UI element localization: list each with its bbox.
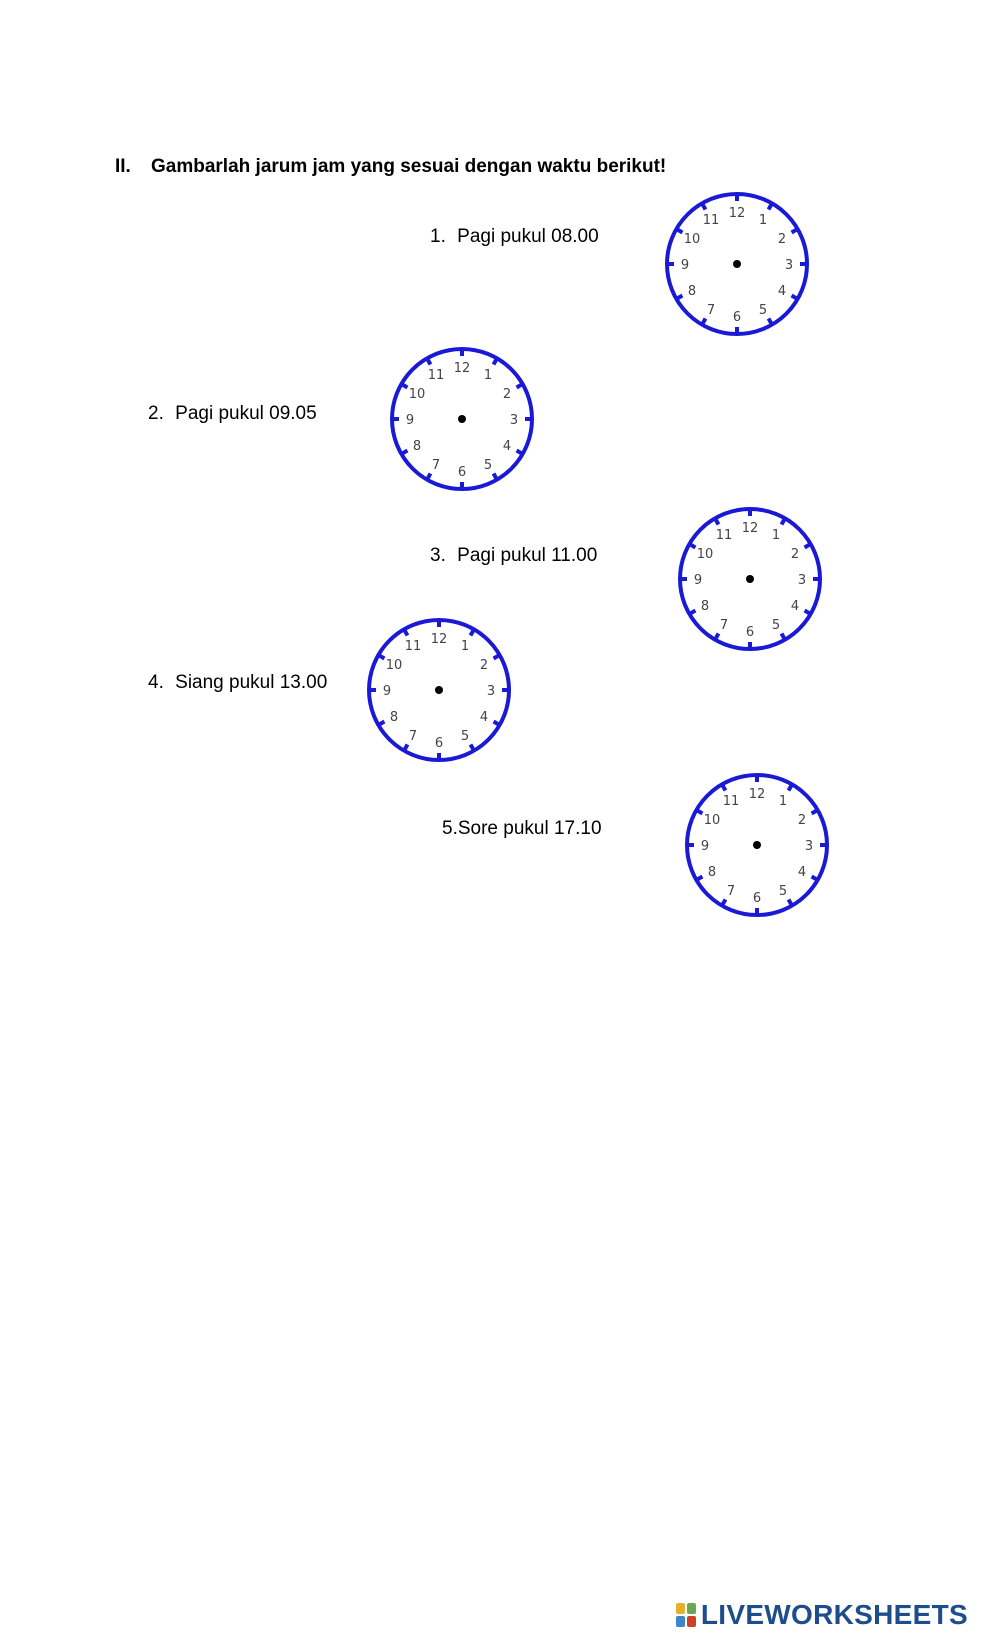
hour-numeral: 11	[702, 212, 720, 228]
hour-numeral: 9	[405, 413, 415, 428]
hour-numeral: 10	[703, 813, 721, 828]
section-number: II.	[115, 156, 131, 177]
hour-numeral: 9	[700, 839, 710, 854]
hour-tick	[782, 634, 785, 639]
clock-center-dot	[753, 841, 761, 849]
hour-numeral: 3	[784, 258, 794, 273]
hour-tick	[428, 359, 431, 364]
hour-tick	[723, 785, 726, 790]
hour-numeral: 6	[752, 891, 762, 906]
hour-numeral: 8	[412, 439, 422, 454]
hour-tick	[789, 900, 792, 905]
item-text: Sore pukul 17.10	[457, 818, 602, 839]
clock-center-dot	[458, 415, 466, 423]
hour-tick	[716, 519, 719, 524]
item-4-label	[148, 672, 327, 694]
hour-numeral: 3	[804, 839, 814, 854]
hour-tick	[782, 519, 785, 524]
hour-tick	[494, 359, 497, 364]
hour-numeral: 10	[385, 658, 403, 673]
hour-tick	[805, 545, 810, 548]
hour-tick	[517, 385, 522, 388]
hour-numeral: 5	[778, 884, 788, 900]
hour-numeral: 3	[486, 684, 496, 699]
hour-numeral: 7	[408, 729, 418, 745]
section-instruction: Gambarlah jarum jam yang sesuai dengan waktu berikut!	[151, 156, 667, 177]
hour-numeral: 6	[732, 310, 742, 325]
hour-numeral: 11	[722, 793, 740, 809]
hour-tick	[812, 811, 817, 814]
hour-numeral: 2	[479, 658, 489, 673]
brand-logo[interactable]	[675, 1599, 968, 1631]
hour-numeral: 12	[453, 361, 471, 376]
hour-numeral: 2	[777, 232, 787, 247]
hour-tick	[402, 385, 407, 388]
clock-1[interactable]	[662, 189, 812, 339]
hour-numeral: 8	[389, 710, 399, 725]
item-number: 3.	[430, 545, 446, 566]
hour-numeral: 11	[427, 367, 445, 383]
hour-tick	[812, 877, 817, 880]
hour-numeral: 10	[696, 547, 714, 562]
clock-2[interactable]	[387, 344, 537, 494]
hour-tick	[703, 319, 706, 324]
hour-numeral: 1	[758, 212, 768, 228]
hour-tick	[677, 230, 682, 233]
hour-tick	[494, 656, 499, 659]
item-number: 4.	[148, 672, 164, 693]
hour-numeral: 2	[502, 387, 512, 402]
hour-numeral: 7	[706, 303, 716, 319]
hour-tick	[494, 474, 497, 479]
hour-numeral: 3	[509, 413, 519, 428]
hour-numeral: 10	[408, 387, 426, 402]
hour-numeral: 4	[479, 710, 489, 725]
hour-numeral: 1	[778, 793, 788, 809]
clock-center-dot	[435, 686, 443, 694]
hour-numeral: 1	[483, 367, 493, 383]
hour-numeral: 9	[693, 573, 703, 588]
hour-numeral: 5	[460, 729, 470, 745]
hour-numeral: 1	[771, 527, 781, 543]
hour-tick	[428, 474, 431, 479]
hour-tick	[677, 296, 682, 299]
hour-numeral: 5	[771, 618, 781, 634]
hour-tick	[405, 630, 408, 635]
hour-numeral: 11	[404, 638, 422, 654]
item-3-label	[430, 545, 597, 567]
hour-numeral: 4	[502, 439, 512, 454]
liveworksheets-logo-icon	[675, 1602, 697, 1628]
hour-numeral: 12	[430, 632, 448, 647]
item-2-label	[148, 403, 317, 425]
hour-numeral: 3	[797, 573, 807, 588]
clock-center-dot	[733, 260, 741, 268]
item-text: Pagi pukul 09.05	[175, 403, 317, 424]
hour-numeral: 6	[745, 625, 755, 640]
hour-numeral: 10	[683, 232, 701, 247]
item-text: Pagi pukul 11.00	[457, 545, 598, 566]
hour-tick	[471, 630, 474, 635]
hour-tick	[723, 900, 726, 905]
hour-numeral: 2	[797, 813, 807, 828]
item-5-label	[442, 818, 602, 840]
clock-3[interactable]	[675, 504, 825, 654]
item-1-label	[430, 226, 599, 248]
hour-numeral: 2	[790, 547, 800, 562]
hour-tick	[805, 611, 810, 614]
hour-numeral: 11	[715, 527, 733, 543]
hour-numeral: 5	[758, 303, 768, 319]
hour-tick	[697, 811, 702, 814]
hour-tick	[402, 451, 407, 454]
hour-numeral: 9	[382, 684, 392, 699]
item-number: 2.	[148, 403, 164, 424]
item-number: 1.	[430, 226, 446, 247]
hour-tick	[471, 745, 474, 750]
hour-numeral: 6	[457, 465, 467, 480]
hour-numeral: 6	[434, 736, 444, 751]
hour-tick	[703, 204, 706, 209]
hour-numeral: 1	[460, 638, 470, 654]
clock-4[interactable]	[364, 615, 514, 765]
hour-numeral: 8	[707, 865, 717, 880]
hour-numeral: 4	[777, 284, 787, 299]
hour-tick	[792, 296, 797, 299]
hour-tick	[379, 656, 384, 659]
hour-numeral: 7	[726, 884, 736, 900]
hour-numeral: 8	[700, 599, 710, 614]
section-heading	[115, 156, 666, 178]
clock-center-dot	[746, 575, 754, 583]
item-text: Pagi pukul 08.00	[457, 226, 599, 247]
hour-tick	[494, 722, 499, 725]
item-text: Siang pukul 13.00	[175, 672, 328, 693]
hour-tick	[517, 451, 522, 454]
brand-name: LIVEWORKSHEETS	[700, 1599, 968, 1630]
hour-tick	[690, 611, 695, 614]
hour-tick	[789, 785, 792, 790]
hour-tick	[405, 745, 408, 750]
item-number: 5.	[442, 818, 458, 839]
hour-numeral: 8	[687, 284, 697, 299]
hour-tick	[716, 634, 719, 639]
hour-numeral: 4	[790, 599, 800, 614]
hour-numeral: 9	[680, 258, 690, 273]
hour-numeral: 12	[728, 206, 746, 221]
clock-5[interactable]	[682, 770, 832, 920]
hour-tick	[379, 722, 384, 725]
hour-numeral: 7	[431, 458, 441, 474]
hour-tick	[792, 230, 797, 233]
hour-numeral: 7	[719, 618, 729, 634]
hour-numeral: 4	[797, 865, 807, 880]
hour-numeral: 12	[748, 787, 766, 802]
hour-numeral: 12	[741, 521, 759, 536]
hour-numeral: 5	[483, 458, 493, 474]
hour-tick	[697, 877, 702, 880]
hour-tick	[769, 319, 772, 324]
hour-tick	[690, 545, 695, 548]
hour-tick	[769, 204, 772, 209]
